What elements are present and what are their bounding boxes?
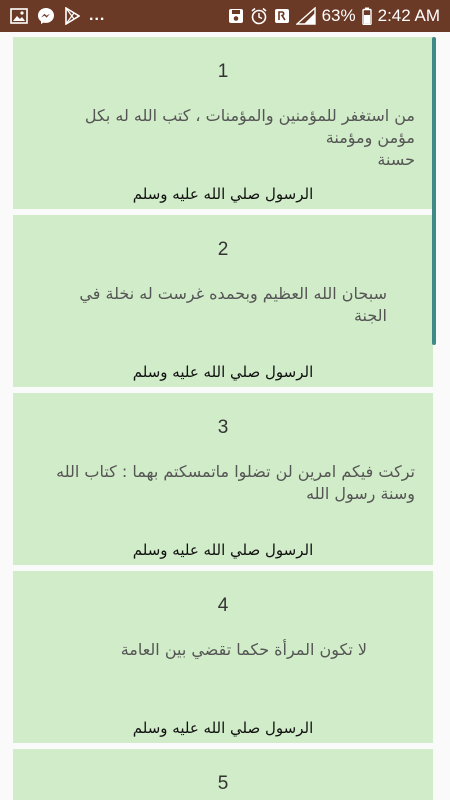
hadith-text: لا تكون المرأة حكما تقضي بين العامة — [120, 640, 367, 659]
hadith-text: من استغفر للمؤمنين والمؤمنات ، كتب الله له بكل مؤمن ومؤمنة حسنة — [84, 106, 415, 169]
battery-percent: 63% — [321, 6, 356, 25]
play-store-icon — [64, 7, 80, 25]
signal-icon — [296, 7, 316, 25]
hadith-text: سبحان الله العظيم وبحمده غرست له نخلة في الجنة — [79, 284, 387, 325]
hadith-card[interactable] — [13, 393, 433, 565]
status-right — [228, 6, 440, 26]
hadith-number: 4 — [217, 595, 229, 616]
hadith-card[interactable] — [13, 571, 433, 743]
hadith-source: الرسول صلي الله عليه وسلم — [132, 363, 314, 381]
hadith-source: الرسول صلي الله عليه وسلم — [132, 541, 314, 559]
hadith-text: تركت فيكم امرين لن تضلوا ماتمسكتم بهما : كتاب الله وسنة رسول الله — [56, 462, 415, 503]
hadith-number: 2 — [217, 239, 229, 260]
hadith-number: 5 — [217, 773, 229, 794]
hadith-number: 3 — [217, 417, 229, 438]
hadith-card[interactable] — [13, 37, 433, 209]
app-icon — [274, 8, 290, 24]
clock: 2:42 AM — [377, 6, 440, 25]
alarm-icon — [250, 7, 268, 25]
status-bar — [0, 0, 450, 32]
more-notifications: ... — [89, 7, 106, 24]
hadith-number: 1 — [217, 61, 229, 82]
battery-icon — [362, 7, 372, 25]
hadith-source: الرسول صلي الله عليه وسلم — [132, 185, 314, 203]
status-left — [10, 7, 105, 25]
image-icon — [10, 8, 28, 24]
hadith-card[interactable] — [13, 749, 433, 800]
save-icon — [228, 8, 244, 24]
hadith-source: الرسول صلي الله عليه وسلم — [132, 719, 314, 737]
messenger-icon — [37, 7, 55, 25]
scrollbar[interactable] — [432, 37, 436, 345]
hadith-list[interactable] — [13, 37, 433, 800]
hadith-card[interactable] — [13, 215, 433, 387]
